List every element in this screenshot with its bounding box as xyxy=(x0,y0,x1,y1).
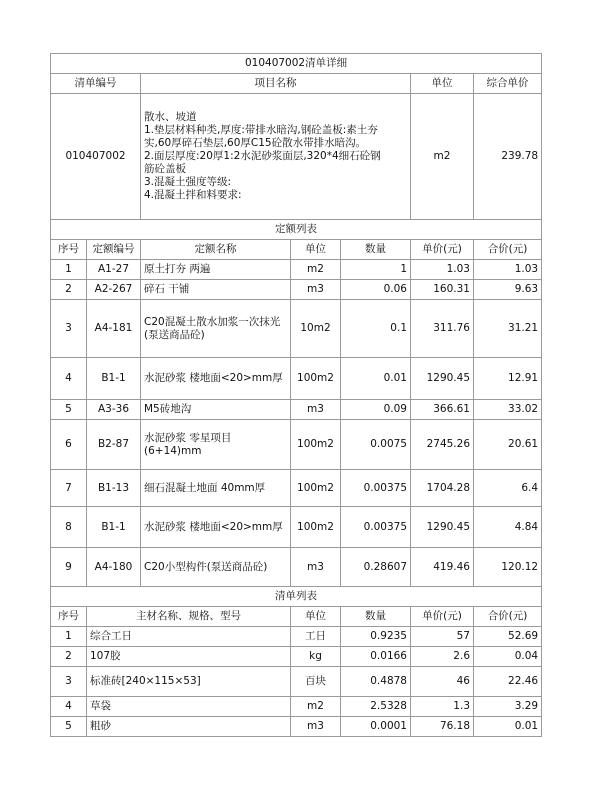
row-unit: m2 xyxy=(291,697,341,717)
row-qty: 0.0075 xyxy=(341,420,411,470)
row-price: 76.18 xyxy=(411,717,474,737)
row-unit: kg xyxy=(291,647,341,667)
unit-header: 单位 xyxy=(411,74,474,94)
row-unit: m3 xyxy=(291,280,341,300)
quota-header-price: 单价(元) xyxy=(411,240,474,260)
name-header: 项目名称 xyxy=(141,74,411,94)
row-no: 4 xyxy=(51,697,87,717)
row-qty: 0.4878 xyxy=(341,667,411,697)
quota-header-total: 合价(元) xyxy=(474,240,542,260)
row-name: 细石混凝土地面 40mm厚 xyxy=(141,470,291,507)
row-no: 3 xyxy=(51,300,87,358)
row-no: 1 xyxy=(51,627,87,647)
table-row xyxy=(51,697,542,717)
row-name: 水泥砂浆 楼地面<20>mm厚 xyxy=(141,507,291,548)
quota-header-code: 定额编号 xyxy=(87,240,141,260)
row-unit: m3 xyxy=(291,548,341,587)
quota-header-name: 定额名称 xyxy=(141,240,291,260)
row-qty: 0.09 xyxy=(341,400,411,420)
materials-header-price: 单价(元) xyxy=(411,607,474,627)
table-row xyxy=(51,400,542,420)
row-unit: m3 xyxy=(291,717,341,737)
description-line: 散水、坡道 xyxy=(144,111,197,123)
row-total: 0.01 xyxy=(474,717,542,737)
price-header: 综合单价 xyxy=(474,74,542,94)
row-qty: 0.01 xyxy=(341,358,411,400)
table-row xyxy=(51,470,542,507)
row-code: A2-267 xyxy=(87,280,141,300)
quota-header-no: 序号 xyxy=(51,240,87,260)
row-total: 9.63 xyxy=(474,280,542,300)
table-title: 010407002清单详细 xyxy=(51,54,542,74)
row-no: 3 xyxy=(51,667,87,697)
table-row xyxy=(51,507,542,548)
item-unit: m2 xyxy=(411,94,474,220)
row-unit: m2 xyxy=(291,260,341,280)
row-qty: 1 xyxy=(341,260,411,280)
materials-header-unit: 单位 xyxy=(291,607,341,627)
quota-header-unit: 单位 xyxy=(291,240,341,260)
table-row xyxy=(51,358,542,400)
row-total: 22.46 xyxy=(474,667,542,697)
row-qty: 0.0166 xyxy=(341,647,411,667)
row-name: 水泥砂浆 零星项目(6+14)mm xyxy=(141,420,291,470)
description-line: 实,60厚碎石垫层,60厚C15砼散水带排水暗沟。 xyxy=(144,137,367,149)
row-total: 4.84 xyxy=(474,507,542,548)
row-name: 水泥砂浆 楼地面<20>mm厚 xyxy=(141,358,291,400)
row-qty: 0.06 xyxy=(341,280,411,300)
description-line: 3.混凝土强度等级: xyxy=(144,176,232,188)
row-qty: 2.5328 xyxy=(341,697,411,717)
description-line: 1.垫层材料种类,厚度:带排水暗沟,钢砼盖板:素土夯 xyxy=(144,124,378,136)
row-price: 1704.28 xyxy=(411,470,474,507)
row-no: 7 xyxy=(51,470,87,507)
row-price: 1290.45 xyxy=(411,358,474,400)
row-name: 草袋 xyxy=(87,697,291,717)
materials-header-name: 主材名称、规格、型号 xyxy=(87,607,291,627)
row-total: 12.91 xyxy=(474,358,542,400)
detail-table xyxy=(50,53,542,737)
row-no: 1 xyxy=(51,260,87,280)
description-line: 筋砼盖板 xyxy=(144,163,186,175)
row-no: 2 xyxy=(51,647,87,667)
row-qty: 0.9235 xyxy=(341,627,411,647)
table-row xyxy=(51,717,542,737)
row-unit: 100m2 xyxy=(291,358,341,400)
row-name: M5砖地沟 xyxy=(141,400,291,420)
row-name: C20小型构件(泵送商品砼) xyxy=(141,548,291,587)
row-price: 1.3 xyxy=(411,697,474,717)
row-qty: 0.0001 xyxy=(341,717,411,737)
row-unit: 百块 xyxy=(291,667,341,697)
row-price: 2.6 xyxy=(411,647,474,667)
row-unit: 100m2 xyxy=(291,420,341,470)
row-no: 2 xyxy=(51,280,87,300)
row-qty: 0.00375 xyxy=(341,470,411,507)
row-code: B2-87 xyxy=(87,420,141,470)
row-total: 33.02 xyxy=(474,400,542,420)
row-price: 366.61 xyxy=(411,400,474,420)
row-name: 原土打夯 两遍 xyxy=(141,260,291,280)
row-code: A4-181 xyxy=(87,300,141,358)
row-price: 1290.45 xyxy=(411,507,474,548)
row-price: 160.31 xyxy=(411,280,474,300)
row-total: 3.29 xyxy=(474,697,542,717)
row-name: 综合工日 xyxy=(87,627,291,647)
table-row xyxy=(51,420,542,470)
row-name: 107胶 xyxy=(87,647,291,667)
row-total: 120.12 xyxy=(474,548,542,587)
row-total: 0.04 xyxy=(474,647,542,667)
code-header: 清单编号 xyxy=(51,74,141,94)
row-no: 5 xyxy=(51,717,87,737)
item-price: 239.78 xyxy=(474,94,542,220)
row-total: 31.21 xyxy=(474,300,542,358)
table-row xyxy=(51,667,542,697)
row-code: A3-36 xyxy=(87,400,141,420)
row-code: B1-13 xyxy=(87,470,141,507)
row-code: A4-180 xyxy=(87,548,141,587)
row-total: 6.4 xyxy=(474,470,542,507)
item-code: 010407002 xyxy=(51,94,141,220)
row-no: 4 xyxy=(51,358,87,400)
row-code: B1-1 xyxy=(87,507,141,548)
row-unit: m3 xyxy=(291,400,341,420)
table-row xyxy=(51,300,542,358)
row-price: 2745.26 xyxy=(411,420,474,470)
row-price: 46 xyxy=(411,667,474,697)
row-name: C20混凝土散水加浆一次抹光(泵送商品砼) xyxy=(141,300,291,358)
table-row xyxy=(51,280,542,300)
row-price: 1.03 xyxy=(411,260,474,280)
table-row xyxy=(51,548,542,587)
row-no: 9 xyxy=(51,548,87,587)
item-description xyxy=(141,94,411,220)
materials-section-title: 清单列表 xyxy=(51,587,542,607)
row-unit: 工日 xyxy=(291,627,341,647)
row-unit: 10m2 xyxy=(291,300,341,358)
row-no: 6 xyxy=(51,420,87,470)
materials-header-qty: 数量 xyxy=(341,607,411,627)
row-price: 57 xyxy=(411,627,474,647)
row-name: 碎石 干铺 xyxy=(141,280,291,300)
row-no: 5 xyxy=(51,400,87,420)
materials-header-no: 序号 xyxy=(51,607,87,627)
materials-header-total: 合价(元) xyxy=(474,607,542,627)
row-name: 粗砂 xyxy=(87,717,291,737)
row-unit: 100m2 xyxy=(291,507,341,548)
row-qty: 0.1 xyxy=(341,300,411,358)
quota-section-title: 定额列表 xyxy=(51,220,542,240)
row-qty: 0.00375 xyxy=(341,507,411,548)
row-code: B1-1 xyxy=(87,358,141,400)
description-line: 2.面层厚度:20厚1:2水泥砂浆面层,320*4细石砼钢 xyxy=(144,150,381,162)
row-unit: 100m2 xyxy=(291,470,341,507)
row-total: 1.03 xyxy=(474,260,542,280)
row-code: A1-27 xyxy=(87,260,141,280)
row-name: 标准砖[240×115×53] xyxy=(87,667,291,697)
row-price: 419.46 xyxy=(411,548,474,587)
row-price: 311.76 xyxy=(411,300,474,358)
row-no: 8 xyxy=(51,507,87,548)
row-qty: 0.28607 xyxy=(341,548,411,587)
table-row xyxy=(51,647,542,667)
row-total: 52.69 xyxy=(474,627,542,647)
description-line: 4.混凝土拌和料要求: xyxy=(144,189,242,201)
row-total: 20.61 xyxy=(474,420,542,470)
quota-header-qty: 数量 xyxy=(341,240,411,260)
table-row xyxy=(51,627,542,647)
table-row xyxy=(51,260,542,280)
